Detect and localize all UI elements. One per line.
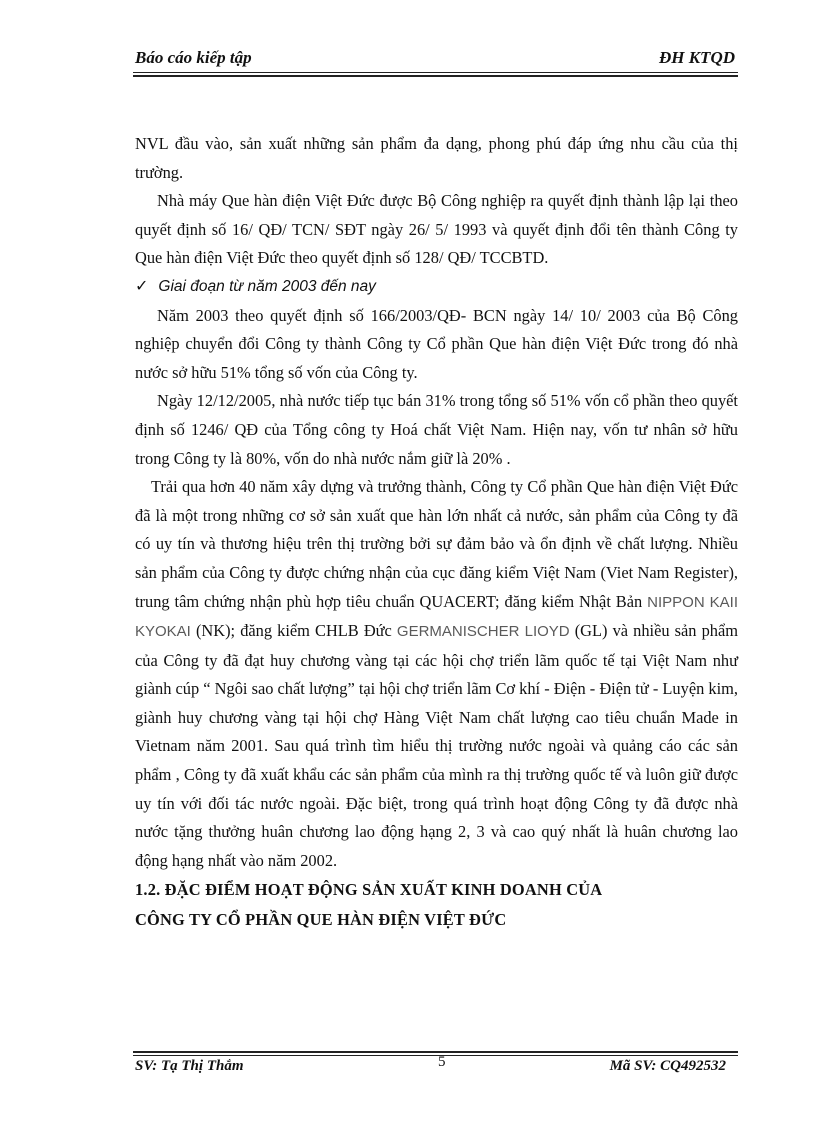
- page-number: 5: [438, 1054, 446, 1070]
- header-rule-thin: [133, 72, 738, 73]
- section-heading: [135, 875, 738, 935]
- section-heading-line-2: CÔNG TY CỔ PHẦN QUE HÀN ĐIỆN VIỆT ĐỨC: [135, 910, 507, 930]
- paragraph-1: NVL đầu vào, sản xuất những sản phẩm đa dạng, phong phú đáp ứng nhu cầu của thị trường.: [135, 134, 738, 182]
- page-footer: [133, 1056, 738, 1080]
- footer-rule-thick: [133, 1051, 738, 1053]
- paragraph-5: [135, 473, 738, 875]
- header-university: ĐH KTQD: [658, 48, 735, 67]
- section-heading-line-1: 1.2. ĐẶC ĐIỂM HOẠT ĐỘNG SẢN XUẤT KINH DOANH CỦA: [135, 880, 603, 900]
- page-header: [133, 46, 738, 70]
- paragraph-5-part-c: (NK); đăng kiểm CHLB Đức: [190, 621, 397, 641]
- paragraph-4: Ngày 12/12/2005, nhà nước tiếp tục bán 31% trong tổng số 51% vốn cổ phần theo quyết định số 1246/ QĐ của Tổng công ty Hoá chất Việt Nam. Hiện nay, vốn tư nhân sở hữu trong Công ty là 80%, vốn do nhà nước nắm giữ là 20% .: [135, 391, 738, 468]
- checkmark-icon: ✓: [135, 277, 149, 295]
- header-rule-thick: [133, 75, 738, 77]
- footer-student-id: Mã SV: CQ492532: [609, 1058, 726, 1074]
- paragraph-5-part-a: Trải qua hơn 40 năm xây dựng và trưởng thành, Công ty Cổ phần Que hàn điện Việt Đức đã là một trong những cơ sở sản xuất que hàn lớn nhất cả nước, sản phẩm của Công ty đã có uy tín và thương hiệu trên thị trường bởi sự đảm bảo và ổn định về chất lượng. Nhiều sản phẩm của Công ty được chứng nhận của cục đăng kiểm Việt Nam (Viet Nam Register), trung tâm chứng nhận phù hợp tiêu chuẩn QUACERT; đăng kiểm Nhật Bản: [135, 477, 738, 611]
- footer-student-name: SV: Tạ Thị Thắm: [135, 1058, 244, 1074]
- germanischer-lloyd: GERMANISCHER LIOYD: [396, 623, 570, 641]
- paragraph-2: Nhà máy Que hàn điện Việt Đức được Bộ Công nghiệp ra quyết định thành lập lại theo quyết định số 16/ QĐ/ TCN/ SĐT ngày 26/ 5/ 1993 và quyết định đổi tên thành Công ty Que hàn điện Việt Đức theo quyết định số 128/ QĐ/ TCCBTD.: [135, 191, 738, 268]
- document-body: [135, 130, 738, 935]
- subheading-period: [135, 273, 738, 302]
- subheading-text: Giai đoạn từ năm 2003 đến nay: [158, 277, 376, 295]
- nippon-kaiji-kyokai: NIPPON KAII KYOKAI: [135, 593, 738, 641]
- paragraph-3: Năm 2003 theo quyết định số 166/2003/QĐ- BCN ngày 14/ 10/ 2003 của Bộ Công nghiệp chuyển đổi Công ty thành Công ty Cổ phần Que hàn điện Việt Đức trong đó nhà nước sở hữu 51% tổng số vốn của Công ty.: [135, 305, 738, 382]
- header-report-title: Báo cáo kiếp tập: [135, 48, 252, 67]
- paragraph-5-part-e: (GL) và nhiều sản phẩm của Công ty đã đạt huy chương vàng tại các hội chợ triển lãm quốc tế tại Việt Nam như giành cúp “ Ngôi sao chất lượng” tại hội chợ triển lãm Cơ khí - Điện - Điện tử - Luyện kim, giành huy chương vàng tại hội chợ Hàng Việt Nam chất lượng cao tiêu chuẩn Made in Vietnam năm 2001. Sau quá trình tìm hiểu thị trường nước ngoài và quảng cáo các sản phẩm , Công ty đã xuất khẩu các sản phẩm của mình ra thị trường quốc tế và luôn giữ được uy tín với đối tác nước ngoài. Đặc biệt, trong quá trình hoạt động Công ty đã được nhà nước tặng thưởng huân chương lao động hạng 2, 3 và cao quý nhất là huân chương lao động hạng nhất vào năm 2002.: [135, 621, 739, 870]
